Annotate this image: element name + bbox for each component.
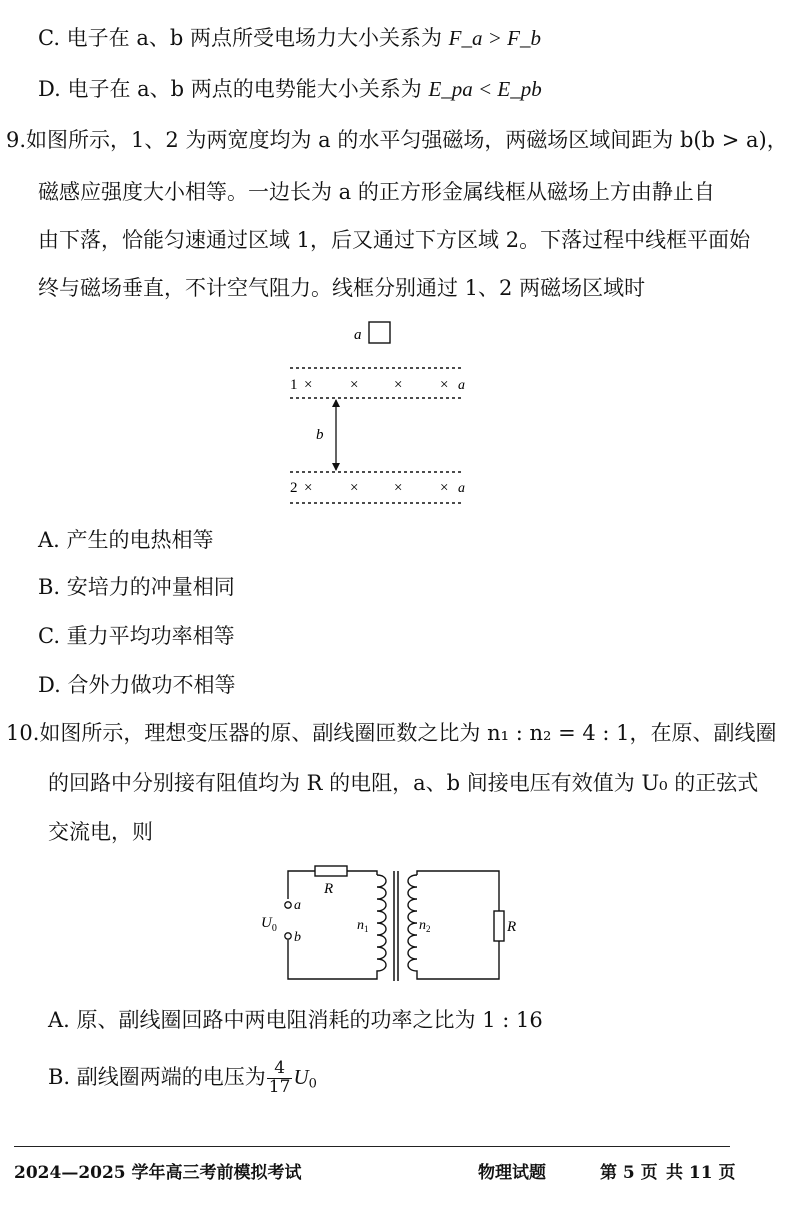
q9-magnetic-field-figure — [282, 312, 502, 512]
q10-voltage-label: $U_0$ — [261, 915, 277, 934]
q10-stem-line2: 的回路中分别接有阻值均为 R 的电阻，a、b 间接电压有效值为 U₀ 的正弦式 — [48, 771, 759, 795]
q10-stem-text1: 如图所示，理想变压器的原、副线圈匝数之比为 n₁ : n₂ = 4 : 1，在原、副线圈 — [39, 721, 777, 745]
q9-option-a: A. 产生的电热相等 — [38, 528, 214, 552]
q10-number: 10. — [6, 721, 40, 745]
q10-secondary-turns-label: $n_2$ — [419, 918, 431, 934]
q9-gap-arrow-head-bottom — [332, 463, 340, 471]
q10-secondary-resistor — [494, 911, 504, 941]
q10-secondary-resistor-label: R — [507, 919, 517, 935]
q10-terminal-b[interactable] — [285, 933, 291, 939]
q10-stem-line1 — [6, 723, 777, 744]
q10-primary-coil — [377, 875, 386, 975]
q10-stem-line3: 交流电，则 — [48, 820, 153, 844]
q10-transformer-circuit — [255, 857, 525, 997]
q8-option-d-expr: E_pa < E_pb — [428, 77, 542, 101]
q9-gap-arrow-head-top — [332, 399, 340, 407]
q10-option-b-text: B. 副线圈两端的电压为 — [48, 1064, 266, 1089]
q9-stem-line1 — [6, 130, 788, 151]
q9-region1-width-label: a — [458, 378, 465, 393]
q10-primary-turns-label: $n_1$ — [357, 918, 369, 934]
q10-terminal-a[interactable] — [285, 902, 291, 908]
q9-stem-text1: 如图所示，1、2 为两宽度均为 a 的水平匀强磁场，两磁场区域间距为 b(b > a)， — [26, 128, 788, 152]
q9-number: 9. — [6, 128, 27, 152]
footer-total-pages: 共 11 页 — [666, 1163, 736, 1183]
footer-rule — [14, 1146, 730, 1147]
q8-option-c-text: C. 电子在 a、b 两点所受电场力大小关系为 — [38, 26, 449, 50]
q9-gap-label: b — [316, 427, 324, 443]
q10-secondary-coil — [408, 875, 417, 975]
q9-stem-line3: 由下落，恰能匀速通过区域 1，后又通过下方区域 2。下落过程中线框平面始 — [38, 228, 751, 252]
footer-page-number: 第 5 页 — [600, 1163, 658, 1183]
q9-square-frame — [369, 322, 390, 343]
q9-region1-field: × — [394, 377, 403, 393]
q9-region2-field: × — [440, 480, 449, 496]
q9-region1-field: × — [350, 377, 359, 393]
q9-region2-field: × — [304, 480, 313, 496]
q10-primary-resistor — [315, 866, 347, 876]
q9-region2-width-label: a — [458, 481, 465, 496]
q9-option-b: B. 安培力的冲量相同 — [38, 575, 235, 599]
q8-option-d-text: D. 电子在 a、b 两点的电势能大小关系为 — [38, 77, 429, 101]
q10-primary-resistor-label: R — [324, 881, 334, 897]
footer-exam-title: 2024—2025 学年高三考前模拟考试 — [14, 1163, 302, 1183]
q9-frame-label: a — [354, 327, 362, 343]
q9-region1-label: 1 — [290, 377, 298, 393]
q9-option-d: D. 合外力做功不相等 — [38, 673, 236, 697]
q8-option-c — [38, 28, 541, 49]
q9-region2-label: 2 — [290, 480, 298, 496]
q10-option-a: A. 原、副线圈回路中两电阻消耗的功率之比为 1 : 16 — [48, 1008, 543, 1032]
q10-terminal-b-label: b — [294, 930, 301, 945]
q8-option-d — [38, 79, 542, 100]
footer-subject: 物理试题 — [478, 1163, 546, 1183]
q10-option-b — [48, 1060, 317, 1097]
q9-region2-field: × — [394, 480, 403, 496]
q8-option-c-expr: F_a > F_b — [448, 26, 541, 50]
q9-option-c: C. 重力平均功率相等 — [38, 624, 235, 648]
q10-option-b-sub: 0 — [308, 1076, 317, 1092]
q10-option-b-fraction — [267, 1060, 293, 1097]
q10-option-b-denominator: 17 — [268, 1076, 291, 1097]
q10-terminal-a-label: a — [294, 898, 301, 913]
q9-region1-field: × — [304, 377, 313, 393]
q9-region2-field: × — [350, 480, 359, 496]
q9-stem-line4: 终与磁场垂直，不计空气阻力。线框分别通过 1、2 两磁场区域时 — [38, 276, 646, 300]
q9-region1-field: × — [440, 377, 449, 393]
q10-primary-wire-bottom — [288, 940, 377, 979]
q10-option-b-numerator: 4 — [267, 1060, 293, 1079]
q9-stem-line2: 磁感应强度大小相等。一边长为 a 的正方形金属线框从磁场上方由静止自 — [38, 180, 715, 204]
q10-option-b-var: U — [293, 1064, 309, 1089]
